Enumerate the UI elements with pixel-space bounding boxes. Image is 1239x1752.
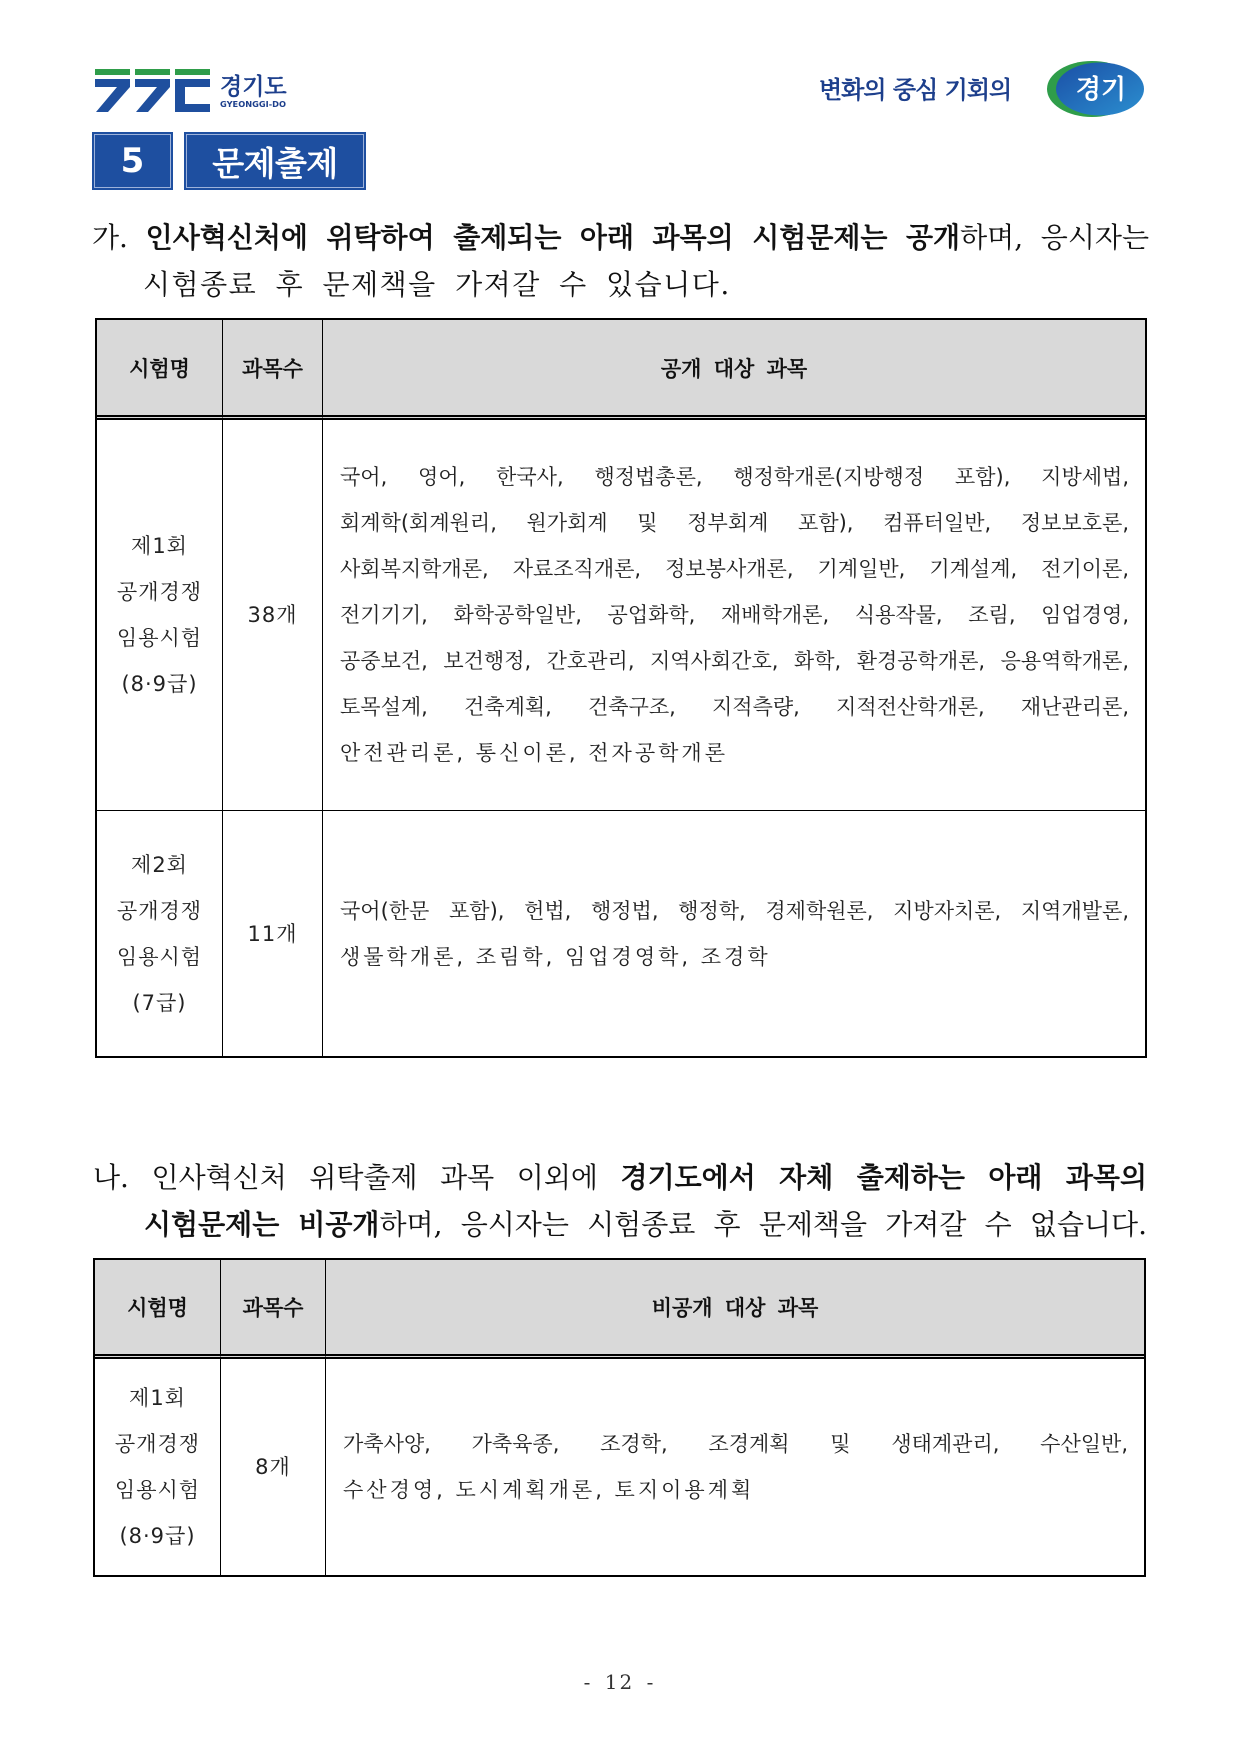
exam-round: 제1회	[131, 534, 188, 558]
header-exam-name: 시험명	[97, 320, 223, 420]
subject-line: 생물학개론, 조림학, 임업경영학, 조경학	[340, 944, 771, 969]
exam-name-cell	[95, 1359, 221, 1575]
paragraph-na-line-1	[93, 1154, 1147, 1201]
page-number: - 12 -	[583, 1670, 656, 1694]
public-subjects-table	[95, 318, 1147, 1058]
subject-line: 공중보건, 보건행정, 간호관리, 지역사회간호, 화학, 환경공학개론, 응용역학개론,	[340, 649, 1129, 673]
exam-round: 제2회	[131, 852, 188, 877]
subject-count: 38개	[247, 603, 298, 627]
subject-count-cell	[223, 811, 323, 1056]
logo-wordmark: 경기도	[220, 74, 287, 100]
subject-line: 가축사양, 가축육종, 조경학, 조경계획 및 생태계관리, 수산일반,	[343, 1432, 1128, 1456]
paragraph-marker: 나.	[93, 1161, 129, 1194]
exam-grade: (8·9급)	[121, 672, 198, 696]
exam-type: 공개경쟁	[116, 580, 203, 604]
logo-wordmark-english: GYEONGGI-DO	[220, 100, 287, 109]
subject-line: 국어(한문 포함), 헌법, 행정법, 행정학, 경제학원론, 지방자치론, 지역개발론,	[340, 898, 1129, 923]
header-private-subjects: 비공개 대상 과목	[326, 1260, 1144, 1359]
subject-line: 회계학(회계원리, 원가회계 및 정부회계 포함), 컴퓨터일반, 정보보호론,	[340, 511, 1129, 535]
exam-type: 공개경쟁	[114, 1432, 201, 1456]
subject-count-cell	[223, 420, 323, 811]
exam-grade: (8·9급)	[119, 1524, 196, 1548]
section-number-badge: 5	[92, 132, 173, 190]
header-exam-name: 시험명	[95, 1260, 221, 1359]
paragraph-text: 인사혁신처 위탁출제 과목 이외에	[151, 1161, 598, 1194]
slogan-badge-text: 경기	[1075, 75, 1127, 105]
paragraph-ga-line-1	[92, 214, 1149, 261]
subject-count-cell	[221, 1359, 326, 1575]
exam-name-cell	[97, 811, 223, 1056]
section-title: 문제출제	[184, 132, 366, 190]
exam-name-cell	[97, 420, 223, 811]
subject-line: 전기기기, 화학공학일반, 공업화학, 재배학개론, 식용작물, 조림, 임업경영,	[340, 603, 1129, 627]
subjects-cell	[326, 1359, 1144, 1575]
subject-count: 8개	[255, 1455, 291, 1479]
exam-grade: (7급)	[132, 990, 187, 1015]
subject-line: 국어, 영어, 한국사, 행정법총론, 행정학개론(지방행정 포함), 지방세법,	[340, 465, 1129, 489]
logo-symbol-icon	[95, 69, 210, 112]
paragraph-text: 하며, 응시자는 시험종료 후 문제책을 가져갈 수 없습니다.	[379, 1208, 1147, 1241]
slogan-badge	[1046, 60, 1146, 118]
subjects-cell	[323, 420, 1145, 811]
subject-count: 11개	[247, 921, 298, 946]
emphasis-text: 시험문제는 비공개	[144, 1208, 380, 1241]
exam-kind: 임용시험	[116, 626, 203, 650]
subjects-cell	[323, 811, 1145, 1056]
emphasis-text: 인사혁신처에 위탁하여 출제되는 아래 과목의 시험문제는 공개	[145, 221, 961, 254]
exam-round: 제1회	[129, 1386, 186, 1410]
paragraph-marker: 가.	[92, 221, 128, 254]
exam-kind: 임용시험	[116, 944, 203, 969]
paragraph-text: 하며, 응시자는	[960, 221, 1149, 254]
private-subjects-table	[93, 1258, 1146, 1577]
subject-line: 토목설계, 건축계획, 건축구조, 지적측량, 지적전산학개론, 재난관리론,	[340, 695, 1129, 719]
exam-kind: 임용시험	[114, 1478, 201, 1502]
paragraph-na	[93, 1154, 1147, 1248]
header-subject-count: 과목수	[221, 1260, 326, 1359]
paragraph-na-line-2	[93, 1201, 1147, 1248]
header-subject-count: 과목수	[223, 320, 323, 420]
subject-line: 수산경영, 도시계획개론, 토지이용계획	[343, 1478, 755, 1502]
subject-line: 사회복지학개론, 자료조직개론, 정보봉사개론, 기계일반, 기계설계, 전기이론,	[340, 557, 1129, 581]
gyeonggi-do-logo	[95, 64, 295, 116]
header-public-subjects: 공개 대상 과목	[323, 320, 1145, 420]
exam-type: 공개경쟁	[116, 898, 203, 923]
paragraph-ga	[92, 214, 1149, 308]
emphasis-text: 경기도에서 자체 출제하는 아래 과목의	[620, 1161, 1147, 1194]
subject-line: 안전관리론, 통신이론, 전자공학개론	[340, 741, 728, 765]
slogan-text: 변화의 중심 기회의	[819, 76, 1012, 104]
paragraph-ga-line-2: 시험종료 후 문제책을 가져갈 수 있습니다.	[143, 268, 731, 301]
